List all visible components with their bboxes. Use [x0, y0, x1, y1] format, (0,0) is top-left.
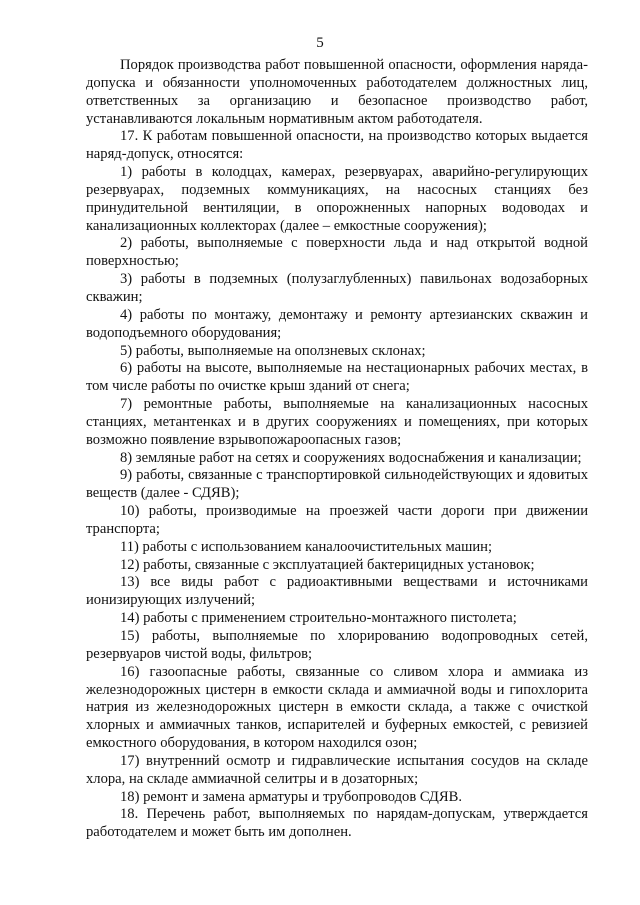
list-item-7: 7) ремонтные работы, выполняемые на канализационных насосных станциях, метантенках и в других сооружениях и помещениях, при которых возможно появление взрывопожароопасных газов;: [86, 396, 588, 448]
list-item-18: 18) ремонт и замена арматуры и трубопроводов СДЯВ.: [120, 788, 462, 805]
list-item-8: 8) земляные работ на сетях и сооружениях водоснабжения и канализации;: [120, 449, 582, 466]
list-item-15: 15) работы, выполняемые по хлорированию водопроводных сетей, резервуаров чистой воды, фильтров;: [86, 628, 588, 662]
list-item-6: 6) работы на высоте, выполняемые на нестационарных рабочих местах, в том числе работы по очистке крыш зданий от снега;: [86, 360, 588, 395]
list-item-2: 2) работы, выполняемые с поверхности льда и над открытой водной поверхностью;: [86, 235, 588, 270]
list-item-1: 1) работы в колодцах, камерах, резервуарах, аварийно-регулирующих резервуарах, подземных коммуникациях, на насосных станциях без принудительной вентиляции, в опорожненных напорных водоводах и канализационных коллекторах (далее – емкостные сооружения);: [86, 164, 588, 234]
body-text: [86, 57, 588, 842]
list-item-3: 3) работы в подземных (полузаглубленных) павильонах водозаборных скважин;: [86, 271, 588, 305]
list-item-9: 9) работы, связанные с транспортировкой сильнодействующих и ядовитых веществ (далее - СДЯВ);: [86, 467, 588, 502]
list-item-5: 5) работы, выполняемые на оползневых склонах;: [120, 342, 426, 359]
paragraph-item-18: 18. Перечень работ, выполняемых по нарядам-допускам, утверждается работодателем и может быть им дополнен.: [86, 806, 588, 841]
list-item-14: 14) работы с применением строительно-монтажного пистолета;: [120, 610, 517, 627]
list-item-4: 4) работы по монтажу, демонтажу и ремонту артезианских скважин и водоподъемного оборудования;: [86, 306, 588, 341]
list-item-10: 10) работы, производимые на проезжей части дороги при движении транспорта;: [86, 503, 588, 537]
list-item-17: 17) внутренний осмотр и гидравлические испытания сосудов на складе хлора, на складе аммиачной селитры и в дозаторных;: [86, 752, 588, 787]
paragraph-item-17: 17. К работам повышенной опасности, на производство которых выдается наряд-допуск, относятся:: [86, 128, 588, 163]
list-item-13: 13) все виды работ с радиоактивными веществами и источниками ионизирующих излучений;: [86, 574, 588, 609]
list-item-16: 16) газоопасные работы, связанные со сливом хлора и аммиака из железнодорожных цистерн в емкости склада и аммиачной воды и гипохлорита натрия из железнодорожных цистерн в емкости склада, а также с очисткой хлорных и аммиачных танков, испарителей и буферных емкостей, с ревизией емкостного оборудования, в котором находился озон;: [86, 663, 588, 752]
page-number: 5: [316, 35, 324, 51]
paragraph-intro-procedure: Порядок производства работ повышенной опасности, оформления наряда-допуска и обязанности уполномоченных работодателем должностных лиц, ответственных за организацию и безопасное производство работ, устанавливаются локальным нормативным актом работодателя.: [86, 57, 588, 127]
list-item-12: 12) работы, связанные с эксплуатацией бактерицидных установок;: [120, 556, 535, 573]
list-item-11: 11) работы с использованием каналоочистительных машин;: [120, 538, 493, 555]
